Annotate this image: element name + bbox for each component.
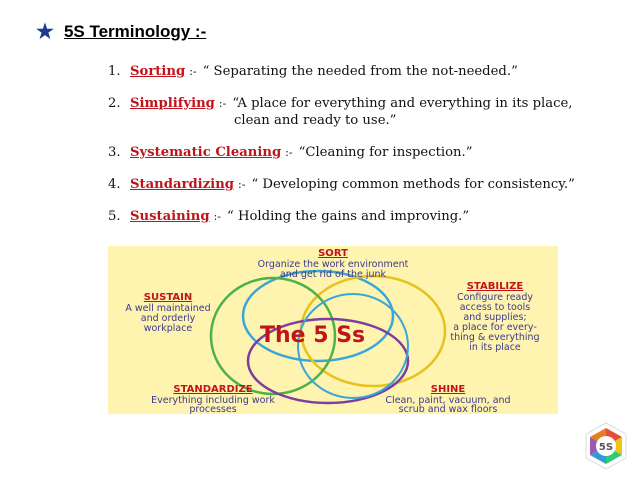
shine-title: SHINE <box>430 384 466 395</box>
list-item <box>108 144 608 161</box>
stabilize-line: in its place <box>469 342 521 353</box>
term-label: Standardizing <box>130 177 234 192</box>
item-number: 3. <box>108 145 121 160</box>
term-definition: “Cleaning for inspection.” <box>298 145 473 160</box>
term-label: Simplifying <box>130 96 215 111</box>
star-icon: ★ <box>36 21 54 43</box>
standardize-line: processes <box>189 404 237 414</box>
standardize-title: STANDARDIZE <box>173 384 253 395</box>
diagram-center-title: The 5 Ss <box>260 323 366 348</box>
term-separator: :- <box>238 178 246 191</box>
stabilize-line: thing & everything <box>450 332 540 343</box>
stabilize-line: and supplies; <box>463 312 527 323</box>
term-definition: “ Developing common methods for consistency.” <box>251 177 575 192</box>
logo-text: 5S <box>598 442 614 453</box>
sustain-title: SUSTAIN <box>143 292 193 303</box>
list-item <box>108 208 608 225</box>
term-definition: “ Separating the needed from the not-needed.” <box>202 64 518 79</box>
term-separator: :- <box>218 97 227 110</box>
list-item <box>108 95 608 129</box>
term-separator: :- <box>285 146 293 159</box>
heading-text: 5S Terminology :- <box>63 22 207 41</box>
stabilize-line: Configure ready <box>456 292 534 303</box>
item-number: 4. <box>108 177 121 192</box>
five-s-diagram-svg <box>108 246 558 414</box>
item-number: 2. <box>108 96 121 111</box>
term-definition-continued: clean and ready to use.” <box>234 113 397 128</box>
page-heading <box>36 22 206 42</box>
sort-title: SORT <box>318 248 348 259</box>
term-label: Sustaining <box>130 209 210 224</box>
stabilize-line: a place for every- <box>453 322 537 333</box>
stabilize-line: access to tools <box>459 302 531 313</box>
shine-line: scrub and wax floors <box>398 404 498 414</box>
term-label: Systematic Cleaning <box>130 145 282 160</box>
item-number: 5. <box>108 209 121 224</box>
term-definition: “A place for everything and everything in its place, <box>232 96 573 111</box>
sustain-line: workplace <box>143 323 193 334</box>
list-item <box>108 176 608 193</box>
item-number: 1. <box>108 64 121 79</box>
sort-line: and get rid of the junk <box>279 269 387 280</box>
5s-logo-icon <box>580 420 632 472</box>
list-item <box>108 63 608 80</box>
stabilize-title: STABILIZE <box>466 281 524 292</box>
term-separator: :- <box>189 65 197 78</box>
terms-list <box>108 63 608 240</box>
sort-line: Organize the work environment <box>257 259 409 270</box>
term-label: Sorting <box>130 64 186 79</box>
standardize-line: Everything including work <box>151 395 275 406</box>
term-separator: :- <box>213 210 222 223</box>
shine-line: Clean, paint, vacuum, and <box>385 395 511 406</box>
sustain-line: and orderly <box>140 313 196 324</box>
five-s-diagram <box>108 246 558 414</box>
term-definition: “ Holding the gains and improving.” <box>227 209 470 224</box>
sustain-line: A well maintained <box>125 303 211 314</box>
